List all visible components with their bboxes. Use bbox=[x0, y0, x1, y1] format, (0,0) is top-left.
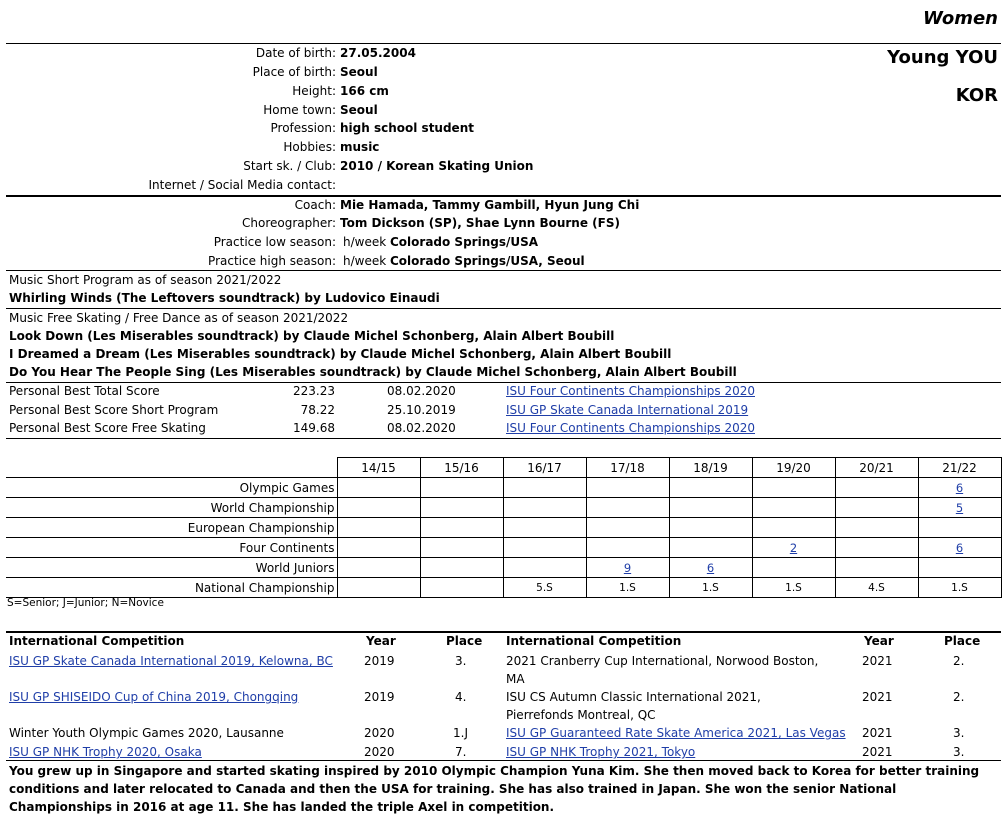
competition-year: 2021 bbox=[862, 726, 893, 740]
result-cell bbox=[752, 558, 835, 578]
result-cell bbox=[835, 558, 918, 578]
divider-music-fs bbox=[6, 382, 1001, 383]
comp-header-place-right: Place bbox=[944, 634, 981, 648]
competition-place: 2. bbox=[953, 654, 965, 668]
pb-label: Personal Best Score Short Program bbox=[9, 403, 219, 417]
competition-place: 3. bbox=[953, 745, 965, 759]
result-cell bbox=[586, 538, 669, 558]
comp-header-place-left: Place bbox=[446, 634, 483, 648]
athlete-country: KOR bbox=[955, 85, 998, 106]
result-cell bbox=[669, 478, 752, 498]
competition-name: ISU CS Autumn Classic International 2021, Pierrefonds Montreal, QC bbox=[506, 690, 761, 722]
results-table bbox=[6, 457, 1002, 598]
results-row bbox=[6, 518, 1001, 538]
season-header: 14/15 bbox=[337, 458, 420, 478]
music-fs-line: Look Down (Les Miserables soundtrack) by Claude Michel Schonberg, Alain Albert Boubill bbox=[9, 329, 615, 343]
result-cell bbox=[420, 558, 503, 578]
divider-bio bbox=[6, 195, 1001, 197]
competition-link[interactable]: ISU GP Skate Canada International 2019, Kelowna, BC bbox=[9, 654, 333, 668]
result-link[interactable]: 6 bbox=[706, 560, 715, 575]
pb-date: 08.02.2020 bbox=[387, 421, 456, 435]
comp-header-left: International Competition bbox=[9, 634, 185, 648]
result-cell bbox=[586, 518, 669, 538]
competition-link[interactable]: ISU GP NHK Trophy 2021, Tokyo bbox=[506, 745, 696, 759]
result-cell bbox=[503, 538, 586, 558]
results-row bbox=[6, 538, 1001, 558]
pb-event-link[interactable]: ISU Four Continents Championships 2020 bbox=[506, 384, 755, 398]
divider-top bbox=[6, 43, 1001, 44]
competition-year: 2019 bbox=[364, 654, 395, 668]
bio-label: Place of birth: bbox=[252, 65, 336, 79]
results-row-label: Four Continents bbox=[6, 538, 337, 558]
bio-label: Date of birth: bbox=[255, 46, 336, 60]
divider-pb bbox=[6, 438, 1001, 439]
result-cell: 4.S bbox=[835, 578, 918, 598]
training-value: Colorado Springs/USA bbox=[390, 235, 539, 249]
result-cell bbox=[337, 498, 420, 518]
result-cell: 1.S bbox=[752, 578, 835, 598]
pb-score: 78.22 bbox=[300, 403, 335, 417]
result-cell bbox=[918, 478, 1001, 498]
result-cell bbox=[503, 558, 586, 578]
result-cell: 1.S bbox=[586, 578, 669, 598]
results-row bbox=[6, 478, 1001, 498]
result-cell bbox=[586, 498, 669, 518]
result-cell: 1.S bbox=[918, 578, 1001, 598]
music-sp-heading: Music Short Program as of season 2021/2022 bbox=[9, 273, 282, 287]
result-cell bbox=[586, 478, 669, 498]
season-header: 20/21 bbox=[835, 458, 918, 478]
result-cell bbox=[503, 518, 586, 538]
result-cell bbox=[835, 538, 918, 558]
competition-place: 2. bbox=[953, 690, 965, 704]
result-cell bbox=[420, 578, 503, 598]
results-row-label: European Championship bbox=[6, 518, 337, 538]
bio-value: Seoul bbox=[340, 65, 378, 79]
result-cell bbox=[918, 498, 1001, 518]
bio-value: music bbox=[340, 140, 380, 154]
result-cell bbox=[835, 498, 918, 518]
bio-label: Home town: bbox=[263, 103, 336, 117]
result-cell bbox=[420, 538, 503, 558]
competition-year: 2021 bbox=[862, 654, 893, 668]
result-cell bbox=[752, 478, 835, 498]
result-link[interactable]: 2 bbox=[789, 540, 798, 555]
training-value: Colorado Springs/USA, Seoul bbox=[390, 254, 585, 268]
result-cell bbox=[835, 478, 918, 498]
result-cell bbox=[586, 558, 669, 578]
competition-name: 2021 Cranberry Cup International, Norwood Boston, MA bbox=[506, 654, 819, 686]
result-cell bbox=[918, 518, 1001, 538]
result-link[interactable]: 6 bbox=[955, 540, 964, 555]
competition-name: Winter Youth Olympic Games 2020, Lausanne bbox=[9, 726, 284, 740]
result-cell bbox=[420, 478, 503, 498]
pb-event-link[interactable]: ISU Four Continents Championships 2020 bbox=[506, 421, 755, 435]
season-header: 19/20 bbox=[752, 458, 835, 478]
result-cell bbox=[669, 558, 752, 578]
competition-place: 3. bbox=[953, 726, 965, 740]
training-hours-unit: h/week bbox=[343, 235, 387, 249]
competition-place: 1.J bbox=[453, 726, 468, 740]
bio-label: Start sk. / Club: bbox=[243, 159, 336, 173]
competition-link[interactable]: ISU GP NHK Trophy 2020, Osaka bbox=[9, 745, 202, 759]
season-header: 17/18 bbox=[586, 458, 669, 478]
results-row-label: National Championship bbox=[6, 578, 337, 598]
result-cell: 5.S bbox=[503, 578, 586, 598]
pb-score: 149.68 bbox=[293, 421, 335, 435]
results-row-label: World Juniors bbox=[6, 558, 337, 578]
training-value: Tom Dickson (SP), Shae Lynn Bourne (FS) bbox=[340, 216, 620, 230]
comp-header-year-left: Year bbox=[366, 634, 396, 648]
music-fs-heading: Music Free Skating / Free Dance as of season 2021/2022 bbox=[9, 311, 349, 325]
result-link[interactable]: 5 bbox=[955, 500, 964, 515]
divider-training bbox=[6, 270, 1001, 271]
training-label: Practice low season: bbox=[213, 235, 336, 249]
training-label: Choreographer: bbox=[242, 216, 336, 230]
result-link[interactable]: 6 bbox=[955, 480, 964, 495]
category-title: Women bbox=[922, 8, 998, 29]
bio-value: Seoul bbox=[340, 103, 378, 117]
results-row bbox=[6, 498, 1001, 518]
music-fs-line: Do You Hear The People Sing (Les Miserables soundtrack) by Claude Michel Schonberg, Alain Albert Boubill bbox=[9, 365, 737, 379]
bio-label: Height: bbox=[292, 84, 336, 98]
result-cell bbox=[752, 538, 835, 558]
training-value: Mie Hamada, Tammy Gambill, Hyun Jung Chi bbox=[340, 198, 640, 212]
pb-label: Personal Best Score Free Skating bbox=[9, 421, 206, 435]
result-cell bbox=[503, 478, 586, 498]
results-row bbox=[6, 578, 1001, 598]
music-sp-line: Whirling Winds (The Leftovers soundtrack) by Ludovico Einaudi bbox=[9, 291, 440, 305]
result-link[interactable]: 9 bbox=[623, 560, 632, 575]
bio-value: 166 cm bbox=[340, 84, 389, 98]
competition-year: 2021 bbox=[862, 690, 893, 704]
bio-value: high school student bbox=[340, 121, 474, 135]
result-cell bbox=[337, 538, 420, 558]
competition-place: 7. bbox=[455, 745, 467, 759]
competition-place: 4. bbox=[455, 690, 467, 704]
pb-date: 25.10.2019 bbox=[387, 403, 456, 417]
pb-label: Personal Best Total Score bbox=[9, 384, 160, 398]
music-fs-line: I Dreamed a Dream (Les Miserables soundtrack) by Claude Michel Schonberg, Alain Albert Boubill bbox=[9, 347, 672, 361]
result-cell bbox=[918, 538, 1001, 558]
result-cell bbox=[420, 498, 503, 518]
results-row-label: World Championship bbox=[6, 498, 337, 518]
season-header: 18/19 bbox=[669, 458, 752, 478]
bio-label: Internet / Social Media contact: bbox=[148, 178, 336, 192]
result-cell bbox=[918, 558, 1001, 578]
pb-event-link[interactable]: ISU GP Skate Canada International 2019 bbox=[506, 403, 749, 417]
competition-link[interactable]: ISU GP Guaranteed Rate Skate America 2021, Las Vegas bbox=[506, 726, 846, 740]
result-cell bbox=[337, 578, 420, 598]
season-header: 16/17 bbox=[503, 458, 586, 478]
result-cell bbox=[835, 518, 918, 538]
bio-value: 27.05.2004 bbox=[340, 46, 416, 60]
results-header-row bbox=[6, 458, 1001, 478]
result-cell bbox=[752, 498, 835, 518]
results-row bbox=[6, 558, 1001, 578]
competition-year: 2020 bbox=[364, 726, 395, 740]
athlete-name: Young YOU bbox=[887, 47, 998, 68]
divider-music-sp bbox=[6, 308, 1001, 309]
result-cell: 1.S bbox=[669, 578, 752, 598]
training-label: Coach: bbox=[294, 198, 336, 212]
divider-competitions bbox=[6, 631, 1001, 633]
result-cell bbox=[669, 538, 752, 558]
comp-header-right: International Competition bbox=[506, 634, 682, 648]
result-cell bbox=[420, 518, 503, 538]
result-cell bbox=[337, 518, 420, 538]
season-header: 21/22 bbox=[918, 458, 1001, 478]
divider-summary bbox=[6, 760, 1001, 761]
result-cell bbox=[337, 558, 420, 578]
training-hours-unit: h/week bbox=[343, 254, 387, 268]
bio-label: Hobbies: bbox=[283, 140, 336, 154]
result-cell bbox=[669, 518, 752, 538]
result-cell bbox=[503, 498, 586, 518]
summary-text: You grew up in Singapore and started skating inspired by 2010 Olympic Champion Yuna Kim. She then moved back to Korea for better training conditions and later relocated to Canada and then the USA for training. She has also trained in Japan. She won the senior National Championships in 2016 at age 11. She has landed the triple Axel in competition. bbox=[9, 764, 980, 814]
competition-place: 3. bbox=[455, 654, 467, 668]
competition-year: 2020 bbox=[364, 745, 395, 759]
comp-header-year-right: Year bbox=[864, 634, 894, 648]
competition-year: 2019 bbox=[364, 690, 395, 704]
bio-value: 2010 / Korean Skating Union bbox=[340, 159, 534, 173]
result-cell bbox=[752, 518, 835, 538]
result-cell bbox=[669, 498, 752, 518]
result-cell bbox=[337, 478, 420, 498]
results-row-label: Olympic Games bbox=[6, 478, 337, 498]
bio-label: Profession: bbox=[270, 121, 336, 135]
training-label: Practice high season: bbox=[208, 254, 336, 268]
pb-date: 08.02.2020 bbox=[387, 384, 456, 398]
competition-year: 2021 bbox=[862, 745, 893, 759]
results-header-blank bbox=[6, 458, 337, 478]
competition-link[interactable]: ISU GP SHISEIDO Cup of China 2019, Chongqing bbox=[9, 690, 299, 704]
results-legend: S=Senior; J=Junior; N=Novice bbox=[7, 597, 164, 609]
season-header: 15/16 bbox=[420, 458, 503, 478]
pb-score: 223.23 bbox=[293, 384, 335, 398]
